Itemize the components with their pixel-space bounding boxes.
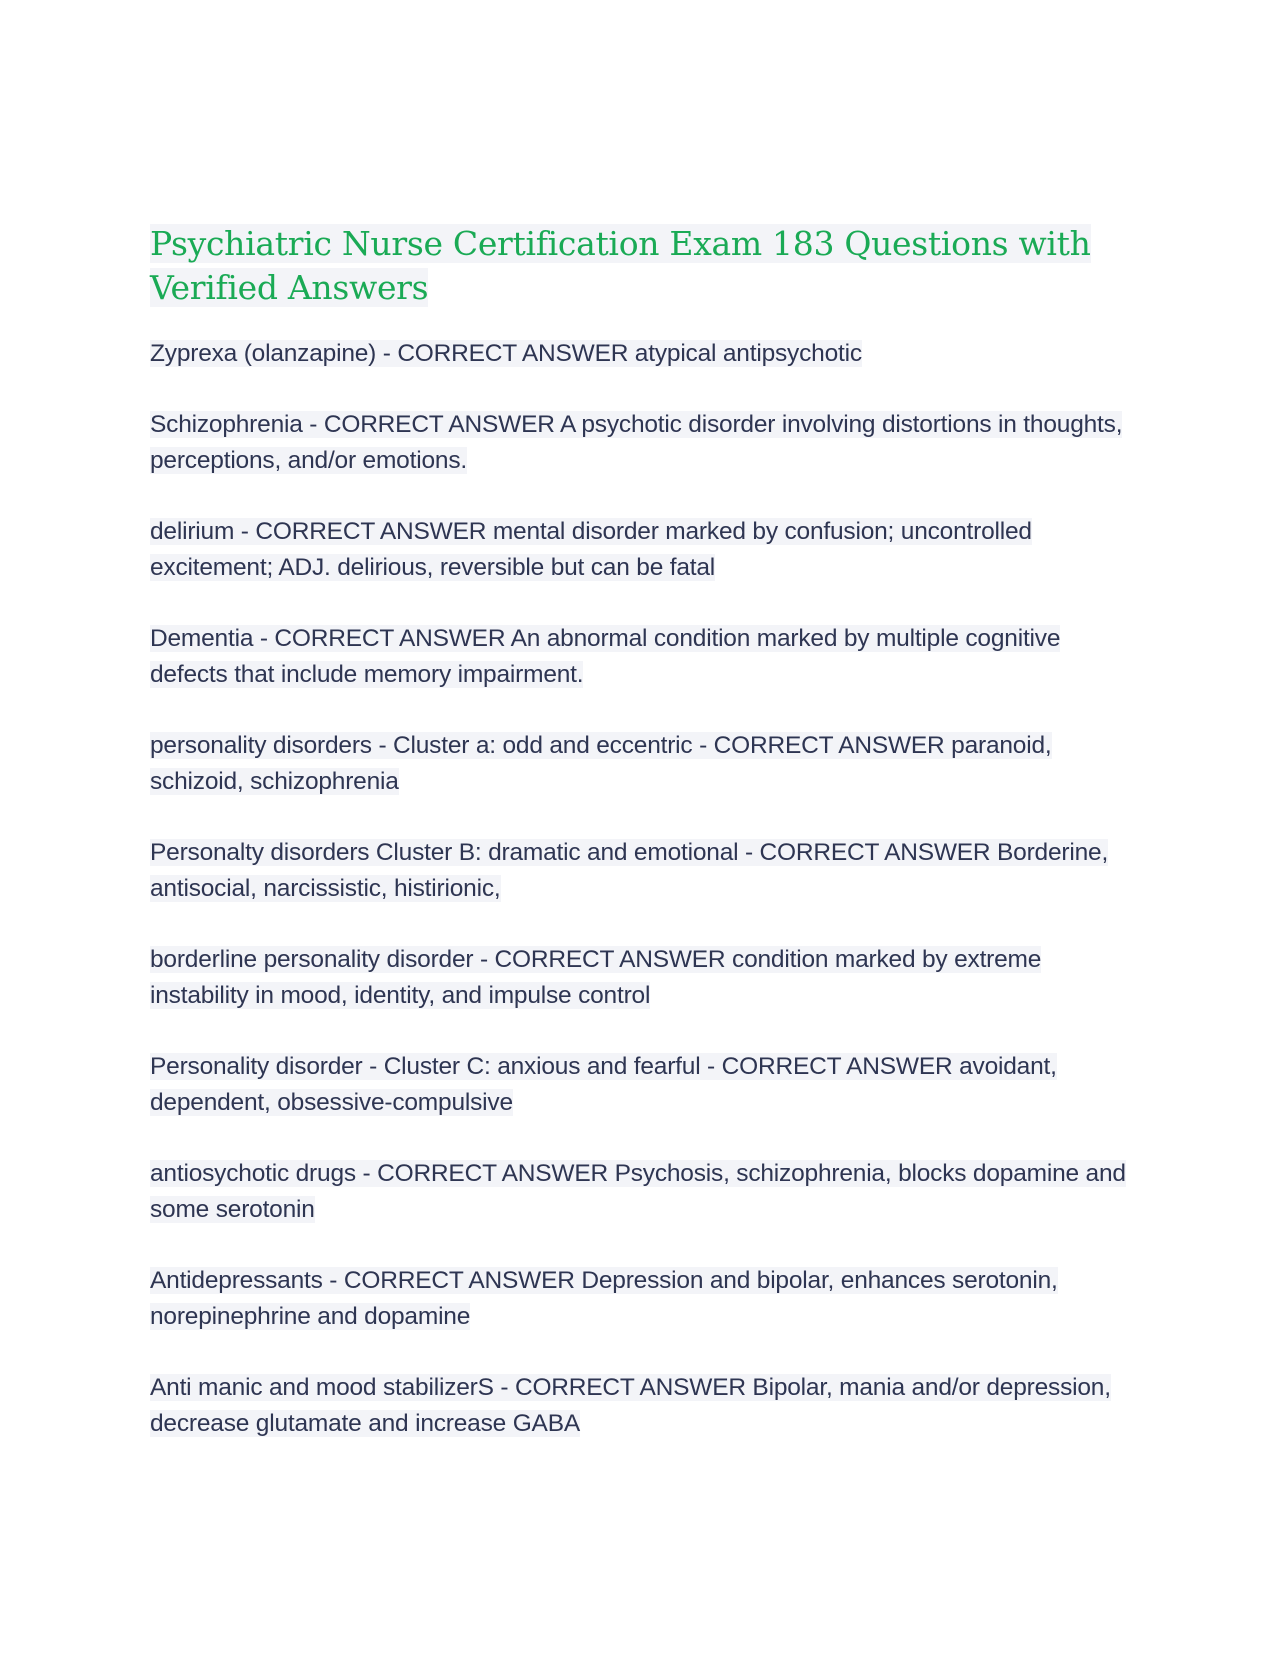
qa-entry [150, 1049, 1130, 1121]
document-title [150, 222, 1130, 310]
entry-text: Personalty disorders Cluster B: dramatic and emotional - CORRECT ANSWER Borderine, antisocial, narcissistic, histirionic, [150, 839, 1109, 902]
entry-text: antiosychotic drugs - CORRECT ANSWER Psychosis, schizophrenia, blocks dopamine and some serotonin [150, 1160, 1126, 1223]
entry-text: personality disorders - Cluster a: odd and eccentric - CORRECT ANSWER paranoid, schizoid, schizophrenia [150, 732, 1052, 795]
entry-text: Personality disorder - Cluster C: anxious and fearful - CORRECT ANSWER avoidant, dependent, obsessive-compulsive [150, 1053, 1057, 1116]
entry-text: Antidepressants - CORRECT ANSWER Depression and bipolar, enhances serotonin, norepinephrine and dopamine [150, 1267, 1058, 1330]
qa-entry [150, 1156, 1130, 1228]
title-text: Psychiatric Nurse Certification Exam 183 Questions with Verified Answers [150, 224, 1091, 307]
qa-entry [150, 1370, 1130, 1442]
qa-entry [150, 1263, 1130, 1335]
qa-entry [150, 407, 1130, 479]
document-page [150, 222, 1130, 1477]
entry-text: Zyprexa (olanzapine) - CORRECT ANSWER atypical antipsychotic [150, 340, 862, 367]
qa-entry [150, 514, 1130, 586]
entry-text: delirium - CORRECT ANSWER mental disorder marked by confusion; uncontrolled excitement; ADJ. delirious, reversible but can be fatal [150, 518, 1032, 581]
qa-entry [150, 336, 1130, 372]
qa-entry [150, 621, 1130, 693]
entry-text: Schizophrenia - CORRECT ANSWER A psychotic disorder involving distortions in thoughts, perceptions, and/or emotions. [150, 411, 1123, 474]
qa-entry [150, 835, 1130, 907]
entry-text: Anti manic and mood stabilizerS - CORRECT ANSWER Bipolar, mania and/or depression, decrease glutamate and increase GABA [150, 1374, 1111, 1437]
entry-text: borderline personality disorder - CORRECT ANSWER condition marked by extreme instability in mood, identity, and impulse control [150, 946, 1042, 1009]
entry-text: Dementia - CORRECT ANSWER An abnormal condition marked by multiple cognitive defects that include memory impairment. [150, 625, 1061, 688]
qa-entry [150, 728, 1130, 800]
qa-entry [150, 942, 1130, 1014]
